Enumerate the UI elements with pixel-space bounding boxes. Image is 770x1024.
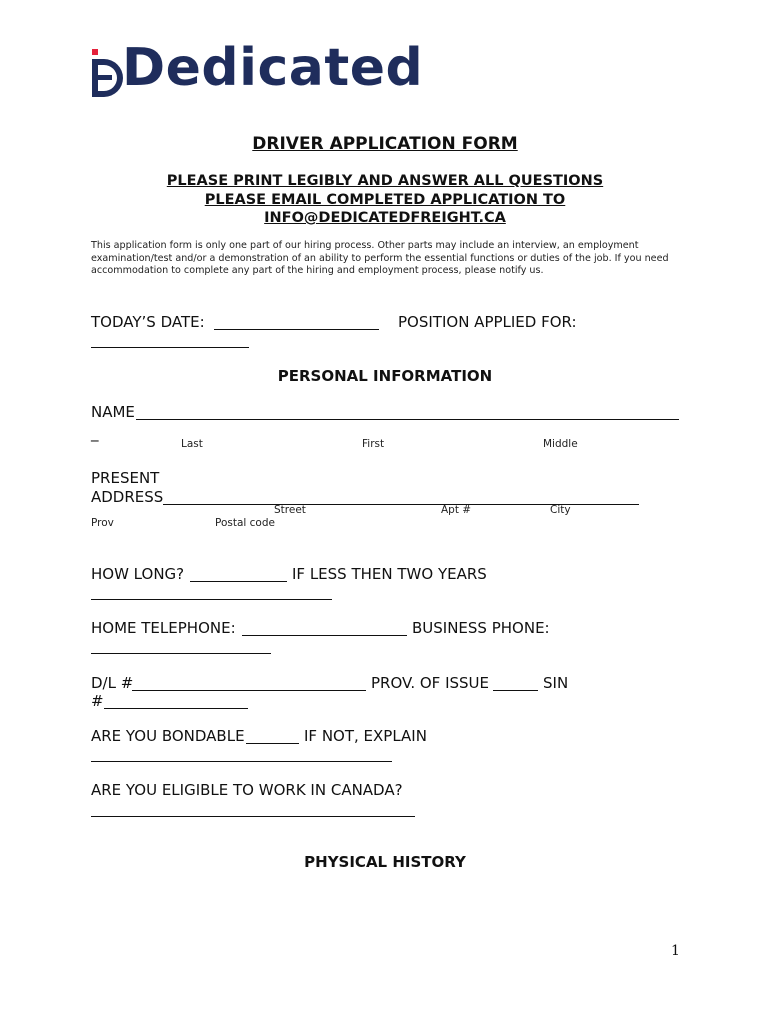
instruction-line-2: PLEASE EMAIL COMPLETED APPLICATION TO	[204, 192, 566, 208]
address-sub-city: City	[550, 504, 571, 516]
physical-history-heading: PHYSICAL HISTORY	[304, 853, 466, 871]
position-applied-field[interactable]	[91, 347, 249, 348]
business-phone-field[interactable]	[91, 653, 271, 654]
drivers-license-field[interactable]	[132, 690, 366, 691]
address-sub-postal: Postal code	[215, 517, 275, 529]
dedicated-d-icon	[92, 48, 126, 100]
sin-field[interactable]	[104, 708, 248, 709]
logo-text: Dedicated	[122, 38, 424, 98]
position-applied-label: POSITION APPLIED FOR:	[398, 313, 577, 331]
address-sub-street: Street	[274, 504, 306, 516]
name-sub-first: First	[362, 438, 385, 450]
prov-of-issue-label: PROV. OF ISSUE	[371, 674, 490, 692]
sin-hash-label: #	[91, 692, 104, 710]
name-sub-last: Last	[181, 438, 203, 450]
personal-information-heading: PERSONAL INFORMATION	[277, 367, 493, 385]
email-address: INFO@DEDICATEDFREIGHT.CA	[264, 210, 506, 226]
address-sub-apt: Apt #	[441, 504, 472, 516]
drivers-license-label: D/L #	[91, 674, 134, 692]
prov-of-issue-field[interactable]	[493, 690, 538, 691]
if-not-explain-label: IF NOT, EXPLAIN	[304, 727, 427, 745]
how-long-label: HOW LONG?	[91, 565, 185, 583]
todays-date-field[interactable]	[214, 329, 379, 330]
name-label: NAME	[91, 403, 135, 421]
page-number: 1	[671, 943, 680, 959]
name-field[interactable]	[136, 419, 679, 420]
form-title: DRIVER APPLICATION FORM	[252, 134, 518, 154]
sin-label: SIN	[543, 674, 569, 692]
bondable-explain-field[interactable]	[91, 761, 392, 762]
address-sub-prov: Prov	[91, 517, 114, 529]
home-telephone-field[interactable]	[242, 635, 407, 636]
eligible-canada-field[interactable]	[91, 816, 415, 817]
name-trail-underscore: _	[91, 424, 99, 442]
bondable-field[interactable]	[246, 743, 299, 744]
previous-address-field[interactable]	[91, 599, 332, 600]
business-phone-label: BUSINESS PHONE:	[412, 619, 550, 637]
todays-date-label: TODAY’S DATE:	[91, 313, 205, 331]
present-label: PRESENT	[91, 469, 160, 487]
how-long-field[interactable]	[190, 581, 287, 582]
instruction-line-1: PLEASE PRINT LEGIBLY AND ANSWER ALL QUESTIONS	[166, 173, 604, 189]
intro-paragraph: This application form is only one part of our hiring process. Other parts may include an interview, an employment examination/test and/or a demonstration of an ability to perform the essential functions or duties of the job. If you need accommodation to complete any part of the hiring and employment process, please notify us.	[91, 240, 669, 276]
bondable-label: ARE YOU BONDABLE	[91, 727, 245, 745]
eligible-canada-label: ARE YOU ELIGIBLE TO WORK IN CANADA?	[91, 781, 403, 799]
company-logo	[92, 38, 432, 104]
home-telephone-label: HOME TELEPHONE:	[91, 619, 236, 637]
name-sub-middle: Middle	[543, 438, 578, 450]
less-two-years-label: IF LESS THEN TWO YEARS	[292, 565, 487, 583]
address-label: ADDRESS	[91, 488, 164, 506]
